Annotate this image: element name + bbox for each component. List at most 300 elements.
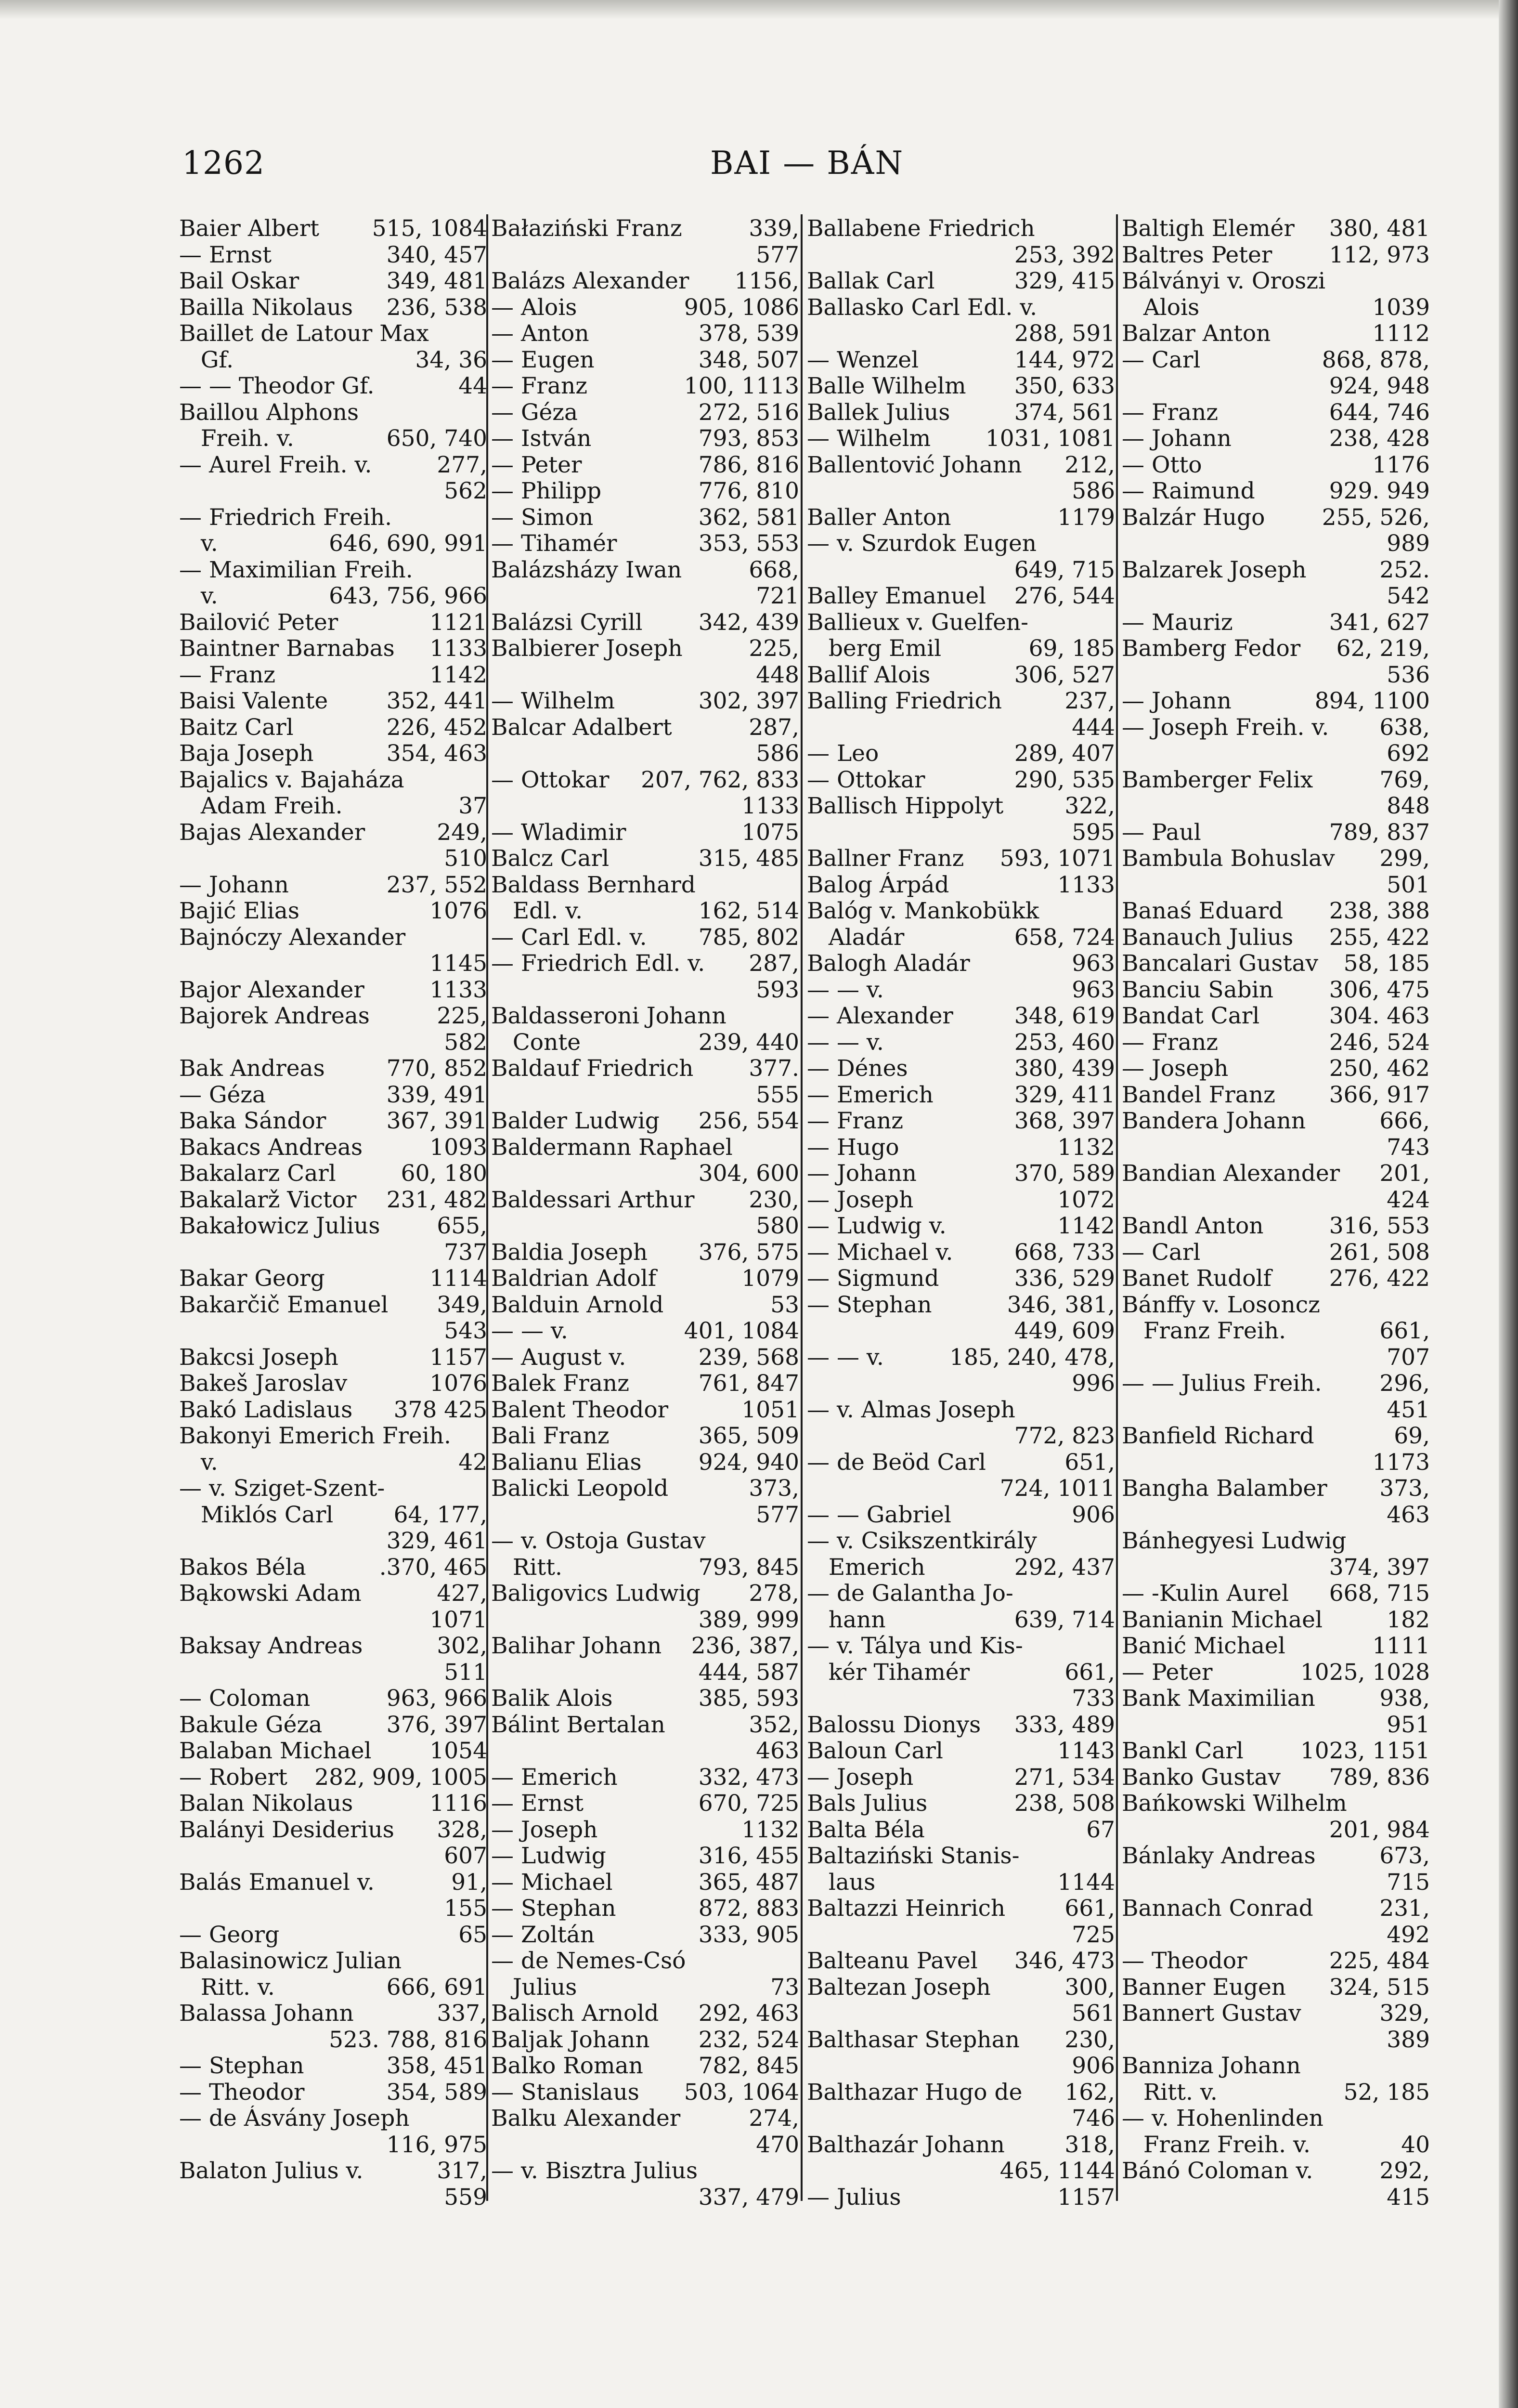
entry-pages: 580 [756, 1213, 799, 1239]
index-entry [179, 505, 487, 531]
entry-pages: 1112 [1372, 321, 1430, 347]
entry-pages: 872, 883 [698, 1896, 799, 1922]
index-entry [179, 1975, 487, 2001]
index-entry [179, 1371, 487, 1397]
index-entry [807, 846, 1115, 872]
entry-name: — Joseph [1122, 1056, 1229, 1082]
entry-name: Bali Franz [491, 1423, 610, 1449]
index-entry [1122, 1738, 1430, 1765]
entry-name: Bajas Alexander [179, 819, 365, 846]
entry-name: Emerich [807, 1554, 925, 1581]
index-entry [1122, 662, 1430, 689]
entry-pages: 289, 407 [1014, 741, 1115, 767]
index-entry [807, 557, 1115, 584]
index-column-4 [1122, 216, 1430, 2211]
entry-pages: 69, [1394, 1423, 1430, 1449]
index-entry [807, 1003, 1115, 1030]
entry-name: — Carl Edl. v. [491, 924, 647, 951]
index-entry [491, 1870, 799, 1896]
index-entry [1122, 1371, 1430, 1397]
index-entry [1122, 715, 1430, 741]
entry-name: Bangha Balamber [1122, 1476, 1327, 1502]
entry-pages: 542 [1387, 583, 1430, 609]
entry-pages: 315, 485 [698, 846, 799, 872]
entry-name: — Ernst [491, 1791, 584, 1817]
entry-pages: 336, 529 [1014, 1266, 1115, 1292]
entry-name: Bakos Béla [179, 1554, 306, 1581]
index-entry [179, 1056, 487, 1082]
index-entry [179, 2185, 487, 2211]
index-entry [1122, 820, 1430, 846]
index-entry [179, 715, 487, 741]
entry-name: — István [491, 426, 592, 452]
entry-pages: 237, 552 [386, 872, 487, 898]
entry-pages: 100, 1113 [684, 373, 799, 399]
entry-name: — Johann [1122, 688, 1232, 714]
index-entry [491, 1502, 799, 1529]
entry-pages: 337, 479 [698, 2184, 799, 2211]
index-entry [1122, 557, 1430, 584]
entry-name: — de Nemes-Csó [491, 1948, 686, 1974]
index-entry [179, 321, 487, 347]
entry-name: — v. Hohenlinden [1122, 2106, 1323, 2132]
entry-pages: 282, 909, 1005 [314, 1764, 487, 1791]
entry-name: Balthasar Stephan [807, 2027, 1020, 2053]
entry-name: — Zoltán [491, 1922, 595, 1948]
entry-pages: 1132 [1057, 1134, 1115, 1161]
entry-pages: 451 [1387, 1397, 1430, 1423]
entry-pages: 448 [756, 662, 799, 688]
entry-name: — Joseph [807, 1764, 914, 1791]
entry-pages: 470 [756, 2132, 799, 2158]
index-entry [1122, 636, 1430, 662]
index-entry [179, 2027, 487, 2054]
entry-pages: 373, [749, 1476, 799, 1502]
entry-pages: 577 [756, 242, 799, 268]
index-entry [179, 400, 487, 426]
entry-name: v. [179, 583, 218, 609]
index-entry [1122, 1870, 1430, 1896]
entry-pages: 287, [749, 951, 799, 977]
index-entry [807, 1423, 1115, 1450]
entry-name: — — Gabriel [807, 1502, 951, 1528]
entry-pages: 377. [749, 1056, 799, 1082]
entry-name: Balan Nikolaus [179, 1791, 353, 1817]
index-entry [491, 767, 799, 794]
entry-pages: 515, 1084 [372, 216, 487, 242]
entry-pages: 668, [749, 557, 799, 583]
entry-name: Bandat Carl [1122, 1003, 1260, 1029]
entry-pages: 1133 [429, 636, 487, 662]
entry-name: — Aurel Freih. v. [179, 452, 372, 478]
entry-name: hann [807, 1607, 886, 1633]
entry-pages: 304, 600 [698, 1161, 799, 1187]
entry-pages: 658, 724 [1014, 924, 1115, 951]
entry-name: Balle Wilhelm [807, 373, 966, 399]
entry-name: Baillet de Latour Max [179, 321, 429, 347]
entry-pages: 236, 538 [386, 294, 487, 321]
index-entry [1122, 1423, 1430, 1450]
entry-pages: 389 [1387, 2027, 1430, 2053]
index-entry [807, 820, 1115, 846]
entry-name: Bamberg Fedor [1122, 636, 1301, 662]
entry-pages: 906 [1072, 2053, 1115, 2079]
index-entry [1122, 1240, 1430, 1266]
entry-pages: 721 [756, 583, 799, 609]
entry-name: — August v. [491, 1344, 626, 1371]
entry-pages: 607 [444, 1843, 487, 1869]
entry-name: Bambula Bohuslav [1122, 846, 1335, 872]
entry-pages: 212, [1064, 452, 1115, 478]
entry-pages: 989 [1387, 531, 1430, 557]
entry-name: — Wenzel [807, 347, 919, 373]
entry-name: Banaś Eduard [1122, 898, 1284, 924]
entry-pages: 354, 463 [386, 741, 487, 767]
index-entry [807, 2001, 1115, 2027]
entry-pages: 1133 [1057, 872, 1115, 898]
entry-pages: 201, [1379, 1161, 1430, 1187]
index-entry [179, 1502, 487, 1529]
index-entry [807, 1056, 1115, 1082]
entry-pages: 296, [1379, 1371, 1430, 1397]
index-entry [491, 1161, 799, 1187]
index-entry [1122, 452, 1430, 479]
entry-pages: 69, 185 [1028, 636, 1115, 662]
index-entry [179, 1266, 487, 1292]
entry-pages: 276, 422 [1329, 1266, 1430, 1292]
entry-pages: 34, 36 [415, 347, 487, 373]
index-entry [807, 1633, 1115, 1660]
index-entry [179, 1633, 487, 1660]
index-entry [1122, 2027, 1430, 2054]
entry-name: — Philipp [491, 478, 602, 504]
index-entry [1122, 1817, 1430, 1844]
entry-name: Bánó Coloman v. [1122, 2158, 1313, 2184]
index-entry [491, 1450, 799, 1476]
index-entry [491, 1948, 799, 1975]
index-entry [807, 2158, 1115, 2185]
entry-name: Baldass Bernhard [491, 872, 696, 898]
index-entry [807, 872, 1115, 899]
index-entry [1122, 242, 1430, 269]
entry-name: Balás Emanuel v. [179, 1869, 375, 1896]
entry-pages: 1142 [429, 662, 487, 688]
entry-pages: 225, [749, 636, 799, 662]
entry-pages: 329, 411 [1014, 1082, 1115, 1108]
entry-pages: 503, 1064 [684, 2079, 799, 2106]
index-entry [179, 1922, 487, 1949]
entry-pages: 239, 568 [698, 1344, 799, 1371]
index-entry [1122, 1712, 1430, 1739]
entry-name: — Theodor [1122, 1948, 1247, 1974]
entry-name: Banauch Julius [1122, 924, 1294, 951]
entry-name: Baillou Alphons [179, 399, 359, 426]
column-rule [1116, 214, 1118, 2201]
index-entry [491, 1240, 799, 1266]
index-entry [1122, 1528, 1430, 1555]
index-entry [807, 1686, 1115, 1712]
index-entry [179, 1476, 487, 1502]
entry-pages: 226, 452 [386, 714, 487, 741]
index-entry [807, 1896, 1115, 1922]
index-entry [179, 1003, 487, 1030]
index-entry [1122, 400, 1430, 426]
entry-name: — v. Ostoja Gustav [491, 1528, 706, 1554]
entry-pages: 302, 397 [698, 688, 799, 714]
entry-pages: 306, 475 [1329, 977, 1430, 1003]
entry-name: Franz Freih. v. [1122, 2132, 1310, 2158]
index-entry [179, 557, 487, 584]
entry-pages: 655, [437, 1213, 487, 1239]
entry-pages: 367, 391 [386, 1108, 487, 1134]
entry-pages: 770, 852 [386, 1056, 487, 1082]
entry-pages: 793, 853 [698, 426, 799, 452]
entry-pages: 316, 455 [698, 1843, 799, 1869]
index-entry [491, 1791, 799, 1817]
entry-name: Bancalari Gustav [1122, 951, 1319, 977]
index-entry [491, 1607, 799, 1634]
entry-name: Ballner Franz [807, 846, 964, 872]
entry-pages: 162, 514 [698, 898, 799, 924]
entry-name: Bank Maximilian [1122, 1686, 1315, 1712]
entry-pages: 365, 487 [698, 1869, 799, 1896]
index-entry [1122, 1581, 1430, 1607]
index-entry [807, 1660, 1115, 1686]
entry-pages: 238, 428 [1329, 426, 1430, 452]
entry-name: Baltaziński Stanis- [807, 1843, 1020, 1869]
entry-pages: 786, 816 [698, 452, 799, 478]
index-column-3 [807, 216, 1115, 2211]
entry-pages: 725 [1072, 1922, 1115, 1948]
entry-pages: 593, 1071 [999, 846, 1115, 872]
index-entry [1122, 688, 1430, 715]
index-entry [179, 846, 487, 872]
entry-name: — Peter [1122, 1659, 1213, 1686]
entry-name: — Joseph [491, 1817, 598, 1843]
entry-name: Balcz Carl [491, 846, 610, 872]
entry-pages: 374, 397 [1329, 1554, 1430, 1581]
entry-name: — Alois [491, 294, 577, 321]
index-entry [179, 452, 487, 479]
index-entry [491, 951, 799, 977]
entry-name: — Tihamér [491, 531, 617, 557]
entry-pages: 380, 481 [1329, 216, 1430, 242]
index-entry [807, 268, 1115, 295]
entry-name: Baller Anton [807, 504, 951, 531]
index-entry [807, 2027, 1115, 2054]
entry-pages: 776, 810 [698, 478, 799, 504]
entry-pages: 328, [437, 1817, 487, 1843]
entry-pages: 559 [444, 2184, 487, 2211]
index-entry [807, 741, 1115, 767]
index-entry [491, 977, 799, 1004]
index-entry [179, 2158, 487, 2185]
entry-pages: 58, 185 [1343, 951, 1430, 977]
index-entry [1122, 2106, 1430, 2132]
index-column-1 [179, 216, 487, 2211]
index-entry [179, 610, 487, 636]
entry-pages: 769, [1379, 767, 1430, 793]
entry-pages: 666, [1379, 1108, 1430, 1134]
entry-name: Ballek Julius [807, 399, 950, 426]
index-entry [491, 1213, 799, 1240]
entry-name: v. [179, 1449, 218, 1476]
entry-pages: 649, 715 [1014, 557, 1115, 583]
entry-name: — de Ásvány Joseph [179, 2106, 410, 2132]
entry-pages: 340, 457 [386, 242, 487, 268]
entry-name: Miklós Carl [179, 1502, 334, 1528]
entry-pages: 643, 756, 966 [329, 583, 487, 609]
entry-name: — Paul [1122, 819, 1201, 846]
index-entry [179, 1896, 487, 1922]
entry-name: Baltres Peter [1122, 242, 1272, 268]
entry-name: Balduin Arnold [491, 1292, 664, 1318]
index-entry [807, 1922, 1115, 1949]
entry-name: Franz Freih. [1122, 1318, 1286, 1344]
entry-name: Balogh Aladár [807, 951, 970, 977]
index-entry [491, 2132, 799, 2159]
index-entry [179, 478, 487, 505]
entry-pages: 1076 [429, 898, 487, 924]
entry-pages: 44 [458, 373, 487, 399]
entry-name: — Peter [491, 452, 582, 478]
entry-name: Bajalics v. Bajaháza [179, 767, 404, 793]
entry-pages: 236, 387, [691, 1633, 799, 1659]
entry-pages: 304. 463 [1329, 1003, 1430, 1029]
index-entry [491, 1476, 799, 1502]
index-entry [807, 2106, 1115, 2132]
entry-pages: 302, [437, 1633, 487, 1659]
index-entry [1122, 1082, 1430, 1109]
entry-name: Ballak Carl [807, 268, 935, 294]
index-entry [807, 478, 1115, 505]
index-entry [807, 767, 1115, 794]
entry-name: Balázsi Cyrill [491, 609, 643, 636]
entry-pages: 253, 392 [1014, 242, 1115, 268]
page-header: BAI — BÁN [710, 144, 904, 182]
entry-pages: 1179 [1057, 504, 1115, 531]
entry-pages: 715 [1387, 1869, 1430, 1896]
entry-name: Balasinowicz Julian [179, 1948, 402, 1974]
index-entry [1122, 872, 1430, 899]
entry-pages: 586 [1072, 478, 1115, 504]
entry-name: Ballif Alois [807, 662, 931, 688]
index-entry [807, 1975, 1115, 2001]
entry-name: Bajnóczy Alexander [179, 924, 406, 951]
index-entry [491, 1738, 799, 1765]
entry-name: Bańkowski Wilhelm [1122, 1791, 1347, 1817]
index-entry [179, 1213, 487, 1240]
entry-name: — Coloman [179, 1686, 311, 1712]
entry-pages: 278, [749, 1581, 799, 1607]
entry-pages: 444 [1072, 714, 1115, 741]
index-entry [491, 1266, 799, 1292]
entry-name: berg Emil [807, 636, 942, 662]
entry-pages: 374, 561 [1014, 399, 1115, 426]
index-entry [807, 1555, 1115, 1581]
index-entry [491, 2080, 799, 2106]
entry-name: Bakalarž Victor [179, 1187, 357, 1213]
entry-name: Balteanu Pavel [807, 1948, 978, 1974]
entry-name: Balik Alois [491, 1686, 613, 1712]
index-entry [1122, 846, 1430, 872]
index-entry [807, 2132, 1115, 2159]
entry-name: Bailla Nikolaus [179, 294, 353, 321]
index-entry [807, 1318, 1115, 1345]
entry-pages: 225, 484 [1329, 1948, 1430, 1974]
index-entry [491, 636, 799, 662]
index-entry [491, 1686, 799, 1712]
index-entry [179, 1686, 487, 1712]
entry-pages: 40 [1401, 2132, 1430, 2158]
index-entry [1122, 1922, 1430, 1949]
entry-pages: 595 [1072, 819, 1115, 846]
index-entry [1122, 610, 1430, 636]
entry-name: — Stanislaus [491, 2079, 639, 2106]
index-entry [807, 1397, 1115, 1424]
index-entry [1122, 321, 1430, 347]
entry-name: — Ottokar [807, 767, 925, 793]
index-entry [179, 1528, 487, 1555]
index-entry [491, 1528, 799, 1555]
entry-pages: 144, 972 [1014, 347, 1115, 373]
entry-name: Balzarek Joseph [1122, 557, 1307, 583]
entry-name: Balányi Desiderius [179, 1817, 394, 1843]
index-column-2 [491, 216, 799, 2211]
index-entry [491, 1318, 799, 1345]
index-entry [491, 2158, 799, 2185]
entry-name: kér Tihamér [807, 1659, 970, 1686]
entry-pages: 380, 439 [1014, 1056, 1115, 1082]
index-entry [1122, 1555, 1430, 1581]
index-entry [807, 505, 1115, 531]
entry-pages: 292, 437 [1014, 1554, 1115, 1581]
index-entry [491, 688, 799, 715]
index-entry [807, 1082, 1115, 1109]
entry-name: — Franz [807, 1108, 904, 1134]
entry-pages: 449, 609 [1014, 1318, 1115, 1344]
index-entry [1122, 216, 1430, 242]
index-entry [491, 1660, 799, 1686]
entry-pages: 352, [749, 1712, 799, 1738]
entry-pages: 67 [1086, 1817, 1115, 1843]
entry-name: — Ludwig [491, 1843, 606, 1869]
index-entry [491, 1423, 799, 1450]
entry-name: Adam Freih. [179, 793, 343, 819]
index-entry [491, 505, 799, 531]
index-entry [491, 1397, 799, 1424]
entry-name: — Dénes [807, 1056, 908, 1082]
index-entry [807, 1450, 1115, 1476]
entry-pages: 692 [1387, 741, 1430, 767]
entry-pages: 231, [1379, 1896, 1430, 1922]
index-entry [491, 1843, 799, 1870]
index-entry [179, 1318, 487, 1345]
entry-name: — Wladimir [491, 819, 626, 846]
index-entry [807, 1108, 1115, 1135]
entry-pages: 342, 439 [698, 609, 799, 636]
entry-name: — v. Szurdok Eugen [807, 531, 1037, 557]
entry-name: Bankl Carl [1122, 1738, 1244, 1764]
index-entry [1122, 1765, 1430, 1791]
entry-name: — Ottokar [491, 767, 610, 793]
index-entry [179, 1555, 487, 1581]
index-entry [491, 1135, 799, 1161]
entry-pages: 350, 633 [1014, 373, 1115, 399]
index-entry [1122, 2080, 1430, 2106]
entry-name: — Stephan [491, 1896, 616, 1922]
entry-pages: 668, 715 [1329, 1581, 1430, 1607]
